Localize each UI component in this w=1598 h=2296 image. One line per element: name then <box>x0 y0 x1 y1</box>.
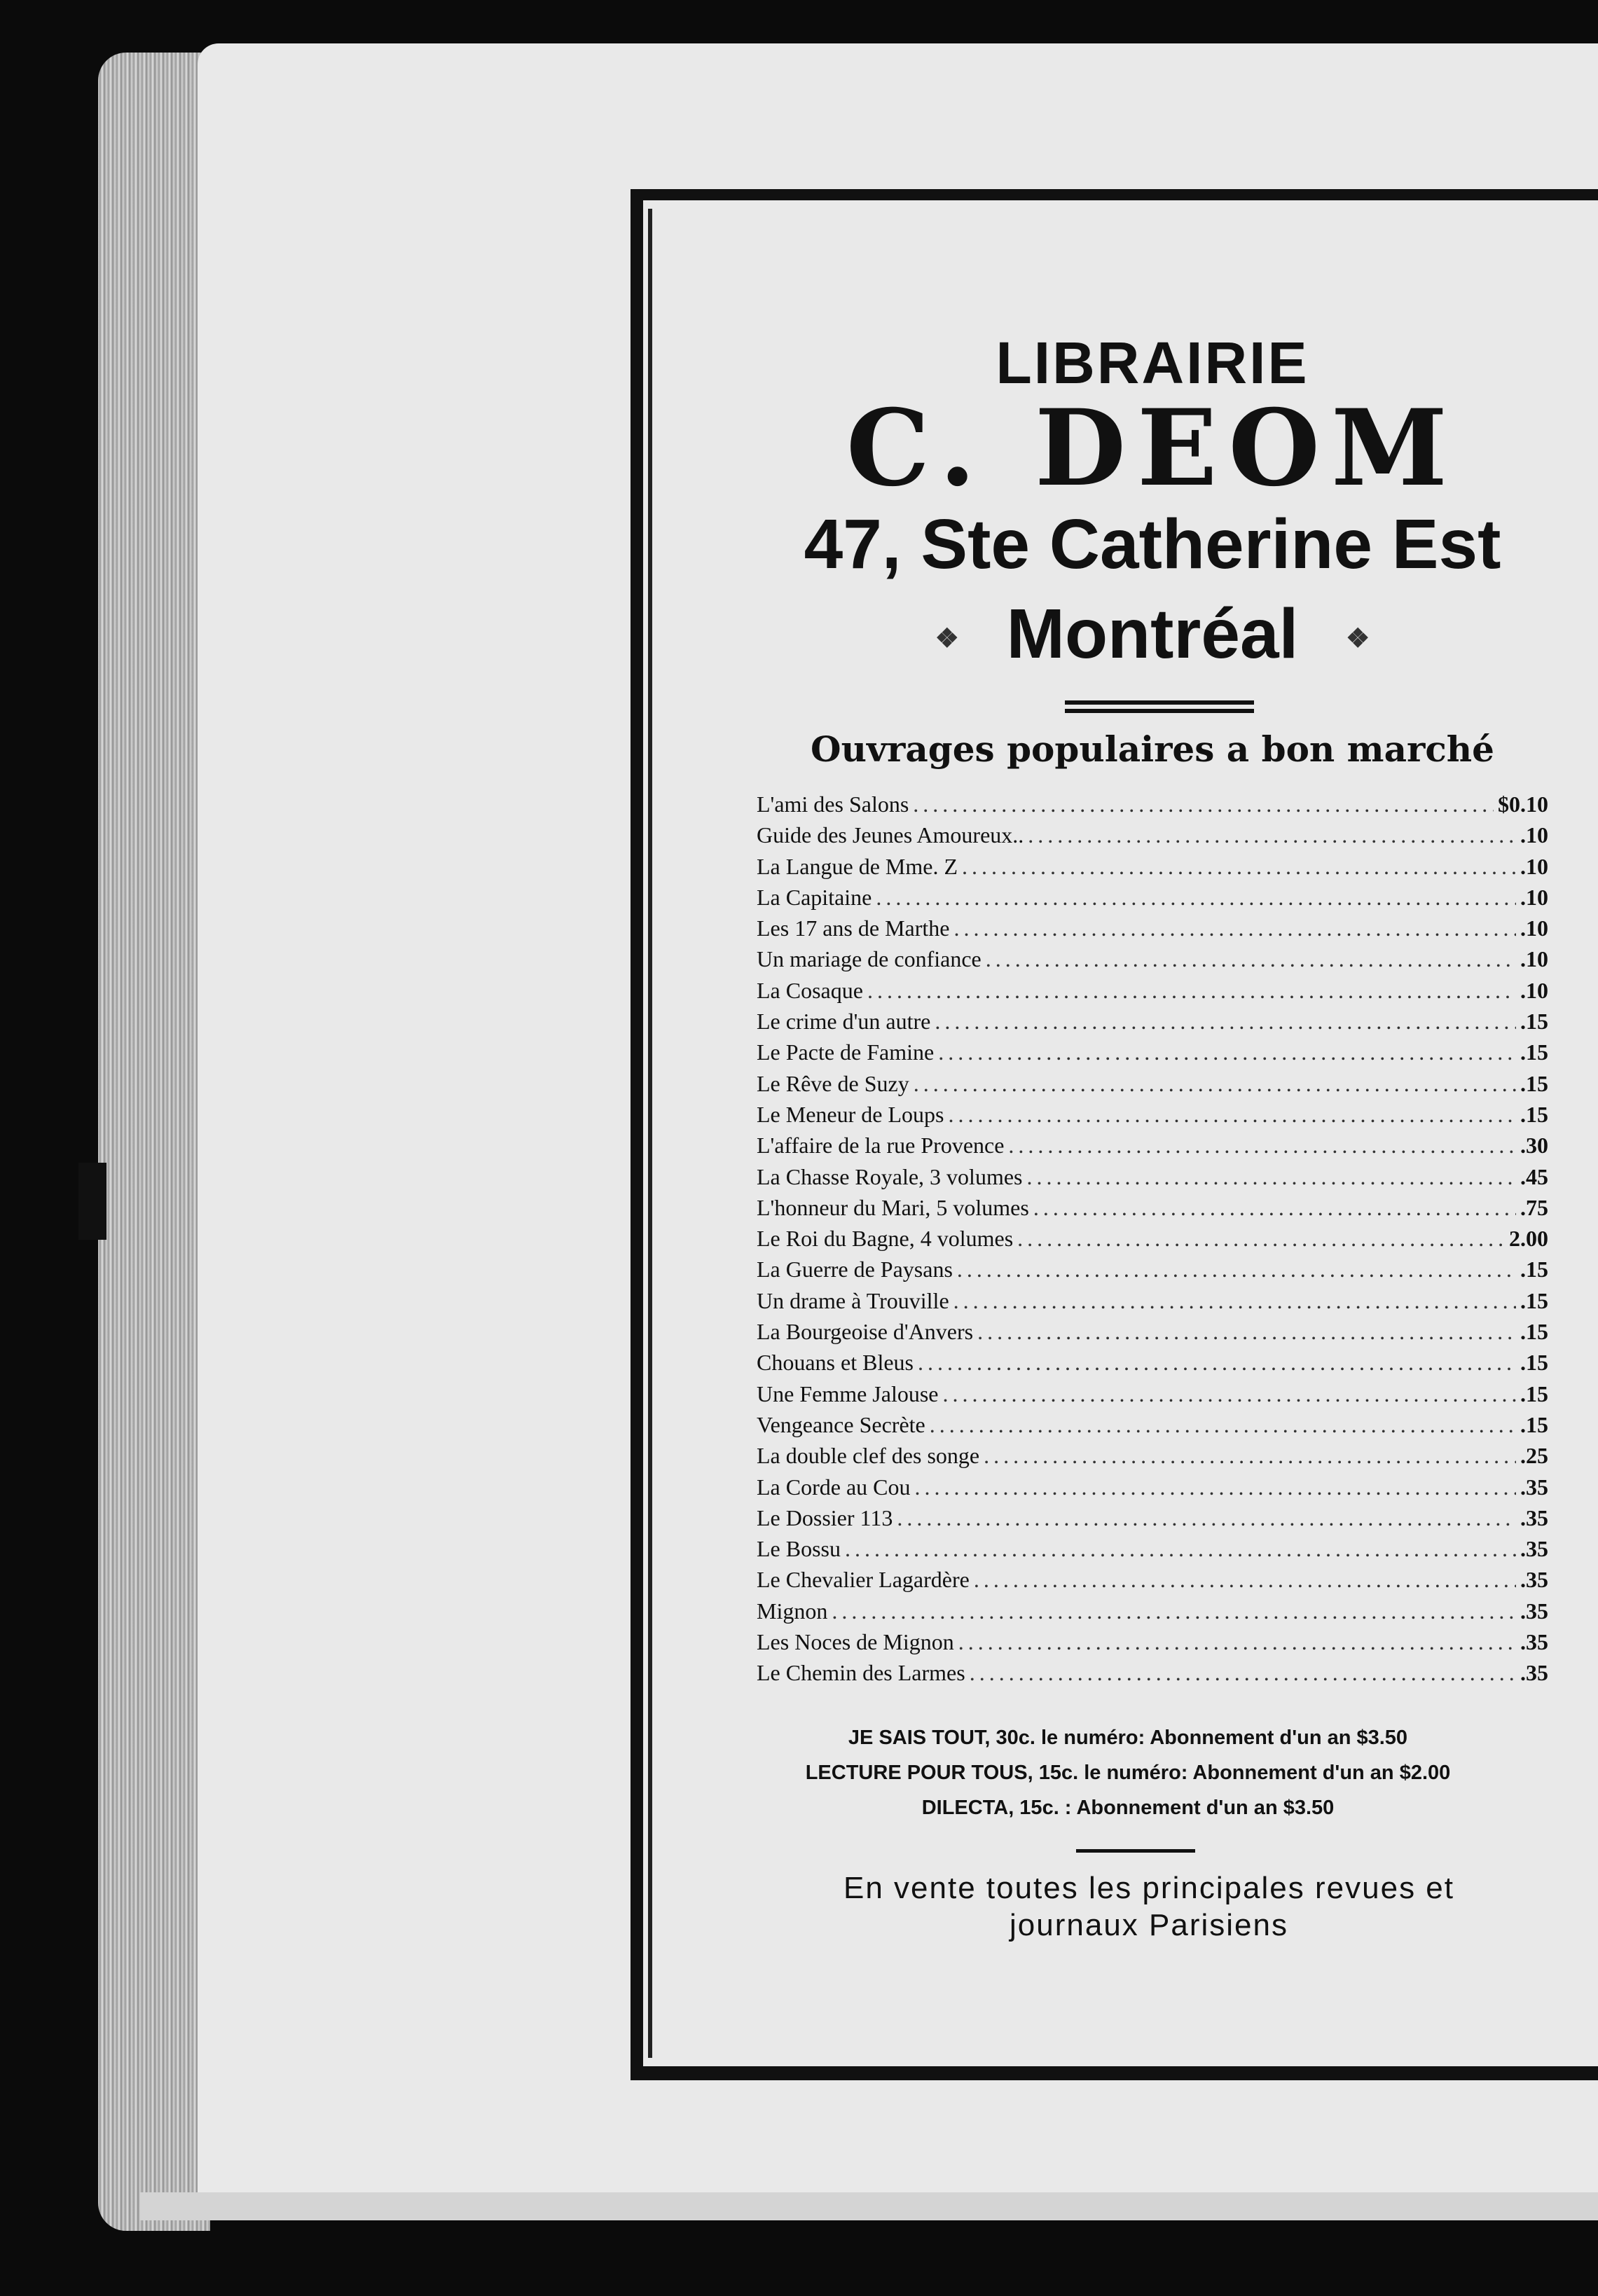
book-price: .10 <box>1520 884 1548 910</box>
list-item <box>757 1443 1548 1474</box>
list-item <box>757 791 1548 822</box>
book-price: .30 <box>1520 1133 1548 1159</box>
book-price: .15 <box>1520 1257 1548 1282</box>
book-title: Le Rêve de Suzy <box>757 1070 909 1096</box>
book-title: Le Pacte de Famine <box>757 1039 935 1065</box>
book-price: .35 <box>1520 1474 1548 1500</box>
book-title: La Guerre de Paysans <box>757 1257 953 1282</box>
book-price: .35 <box>1520 1629 1548 1655</box>
book-title: La Bourgeoise d'Anvers <box>757 1319 974 1345</box>
list-item <box>757 1288 1548 1319</box>
subscription-line: JE SAIS TOUT, 30c. le numéro: Abonnement d'un an $3.50 <box>848 1727 1408 1749</box>
list-item <box>757 1505 1548 1536</box>
book-price: .10 <box>1520 822 1548 848</box>
book-page-edges <box>98 53 210 2231</box>
book-price: .15 <box>1520 1411 1548 1437</box>
leader-dots <box>1026 1164 1516 1190</box>
leader-dots <box>957 1257 1516 1282</box>
leader-dots <box>1028 822 1516 848</box>
list-item <box>757 1474 1548 1505</box>
book-price: .25 <box>1520 1443 1548 1469</box>
list-item <box>757 1629 1548 1660</box>
book-price: .10 <box>1520 946 1548 972</box>
leader-dots <box>958 1629 1516 1655</box>
page-edge-mark <box>78 1163 106 1240</box>
book-title: Guide des Jeunes Amoureux.. <box>757 822 1024 848</box>
book-price: .45 <box>1520 1163 1548 1189</box>
ornament-icon: ❖ <box>1346 623 1370 653</box>
book-title: La double clef des songe <box>757 1443 980 1469</box>
book-title: Les Noces de Mignon <box>757 1629 954 1655</box>
frame-inner-rule <box>648 209 652 2058</box>
section-rule <box>1076 1849 1195 1853</box>
list-item <box>757 1567 1548 1598</box>
leader-dots <box>1017 1226 1505 1252</box>
leader-dots <box>986 946 1516 972</box>
list-item <box>757 1195 1548 1226</box>
book-price: .15 <box>1520 1039 1548 1065</box>
book-title: Le Chevalier Lagardère <box>757 1567 970 1593</box>
book-price: .35 <box>1520 1536 1548 1562</box>
closing-text <box>743 1870 1555 1944</box>
ornament-icon: ❖ <box>935 623 959 653</box>
leader-dots <box>867 978 1516 1004</box>
leader-dots <box>915 1474 1517 1500</box>
book-price: .15 <box>1520 1350 1548 1376</box>
closing-line-1: En vente toutes les principales revues et <box>843 1871 1454 1905</box>
book-title: L'ami des Salons <box>757 791 909 817</box>
book-price-list <box>757 791 1548 1692</box>
list-item <box>757 1226 1548 1257</box>
leader-dots <box>918 1350 1516 1376</box>
book-title: Les 17 ans de Marthe <box>757 915 950 941</box>
book-price: 2.00 <box>1509 1226 1548 1252</box>
leader-dots <box>1008 1133 1516 1159</box>
book-price: .35 <box>1520 1567 1548 1593</box>
list-item <box>757 1598 1548 1629</box>
book-title: La Cosaque <box>757 977 863 1003</box>
list-heading: Ouvrages populaires a bon marché <box>811 728 1494 770</box>
list-item <box>757 1381 1548 1412</box>
closing-line-2: journaux Parisiens <box>1010 1907 1288 1942</box>
book-title: La Chasse Royale, 3 volumes <box>757 1163 1023 1189</box>
leader-dots <box>953 915 1516 941</box>
book-title: Le crime d'un autre <box>757 1009 931 1035</box>
subscription-line: LECTURE POUR TOUS, 15c. le numéro: Abonnement d'un an $2.00 <box>805 1762 1451 1784</box>
list-item <box>757 1412 1548 1443</box>
leader-dots <box>984 1443 1516 1469</box>
page-bottom-edge <box>140 2192 1598 2220</box>
leader-dots <box>948 1102 1516 1128</box>
leader-dots <box>953 1288 1516 1314</box>
leader-dots <box>845 1536 1516 1562</box>
book-title: Une Femme Jalouse <box>757 1381 939 1406</box>
book-price: .75 <box>1520 1194 1548 1220</box>
book-title: L'affaire de la rue Provence <box>757 1133 1005 1159</box>
list-item <box>757 1102 1548 1133</box>
leader-dots <box>974 1567 1516 1593</box>
book-price: .15 <box>1520 1070 1548 1096</box>
leader-dots <box>1033 1195 1516 1221</box>
book-title: Le Meneur de Loups <box>757 1101 944 1127</box>
leader-dots <box>938 1039 1516 1065</box>
book-title: Chouans et Bleus <box>757 1350 914 1376</box>
list-item <box>757 978 1548 1009</box>
book-title: Un mariage de confiance <box>757 946 981 972</box>
subscription-line: DILECTA, 15c. : Abonnement d'un an $3.50 <box>921 1797 1335 1819</box>
book-title: Le Chemin des Larmes <box>757 1660 965 1686</box>
leader-dots <box>970 1660 1516 1686</box>
book-title: Le Bossu <box>757 1536 841 1562</box>
list-item <box>757 854 1548 885</box>
book-price: .15 <box>1520 1009 1548 1035</box>
leader-dots <box>913 791 1494 817</box>
book-title: Le Roi du Bagne, 4 volumes <box>757 1226 1014 1252</box>
list-item <box>757 1071 1548 1102</box>
shop-label: LIBRAIRIE <box>996 330 1309 396</box>
book-price: .10 <box>1520 853 1548 879</box>
leader-dots <box>832 1598 1516 1624</box>
leader-dots <box>897 1505 1516 1531</box>
shop-name: C. DEOM <box>846 387 1459 510</box>
list-item <box>757 946 1548 977</box>
book-price: .15 <box>1520 1381 1548 1406</box>
book-price: .35 <box>1520 1505 1548 1530</box>
list-item <box>757 1009 1548 1039</box>
list-item <box>757 915 1548 946</box>
book-price: .15 <box>1520 1319 1548 1345</box>
list-item <box>757 1350 1548 1381</box>
leader-dots <box>935 1009 1516 1035</box>
street-address: 47, Ste Catherine Est <box>804 505 1501 583</box>
list-item <box>757 1133 1548 1163</box>
book-title: La Langue de Mme. Z <box>757 853 958 879</box>
book-price: .35 <box>1520 1598 1548 1624</box>
book-price: .35 <box>1520 1660 1548 1686</box>
list-item <box>757 1039 1548 1070</box>
book-title: Mignon <box>757 1598 828 1624</box>
book-title: La Capitaine <box>757 884 872 910</box>
leader-dots <box>962 854 1516 880</box>
book-title: Un drame à Trouville <box>757 1287 949 1313</box>
book-title: La Corde au Cou <box>757 1474 911 1500</box>
leader-dots <box>914 1071 1516 1097</box>
leader-dots <box>876 885 1516 911</box>
list-item <box>757 885 1548 915</box>
list-item <box>757 1660 1548 1691</box>
list-item <box>757 1164 1548 1195</box>
book-price: .15 <box>1520 1287 1548 1313</box>
list-item <box>757 1536 1548 1567</box>
leader-dots <box>930 1412 1516 1438</box>
leader-dots <box>977 1319 1516 1345</box>
double-rule-top <box>1065 700 1254 705</box>
leader-dots <box>943 1381 1517 1407</box>
book-price: .10 <box>1520 915 1548 941</box>
list-item <box>757 1319 1548 1350</box>
city-name: Montréal <box>1006 595 1299 673</box>
book-price: .15 <box>1520 1101 1548 1127</box>
book-price: .10 <box>1520 977 1548 1003</box>
book-title: Le Dossier 113 <box>757 1505 893 1530</box>
list-item <box>757 822 1548 853</box>
book-price: $0.10 <box>1498 791 1548 817</box>
book-title: Vengeance Secrète <box>757 1411 925 1437</box>
city-line <box>701 595 1598 672</box>
double-rule-bottom <box>1065 709 1254 713</box>
list-item <box>757 1257 1548 1287</box>
book-title: L'honneur du Mari, 5 volumes <box>757 1194 1029 1220</box>
